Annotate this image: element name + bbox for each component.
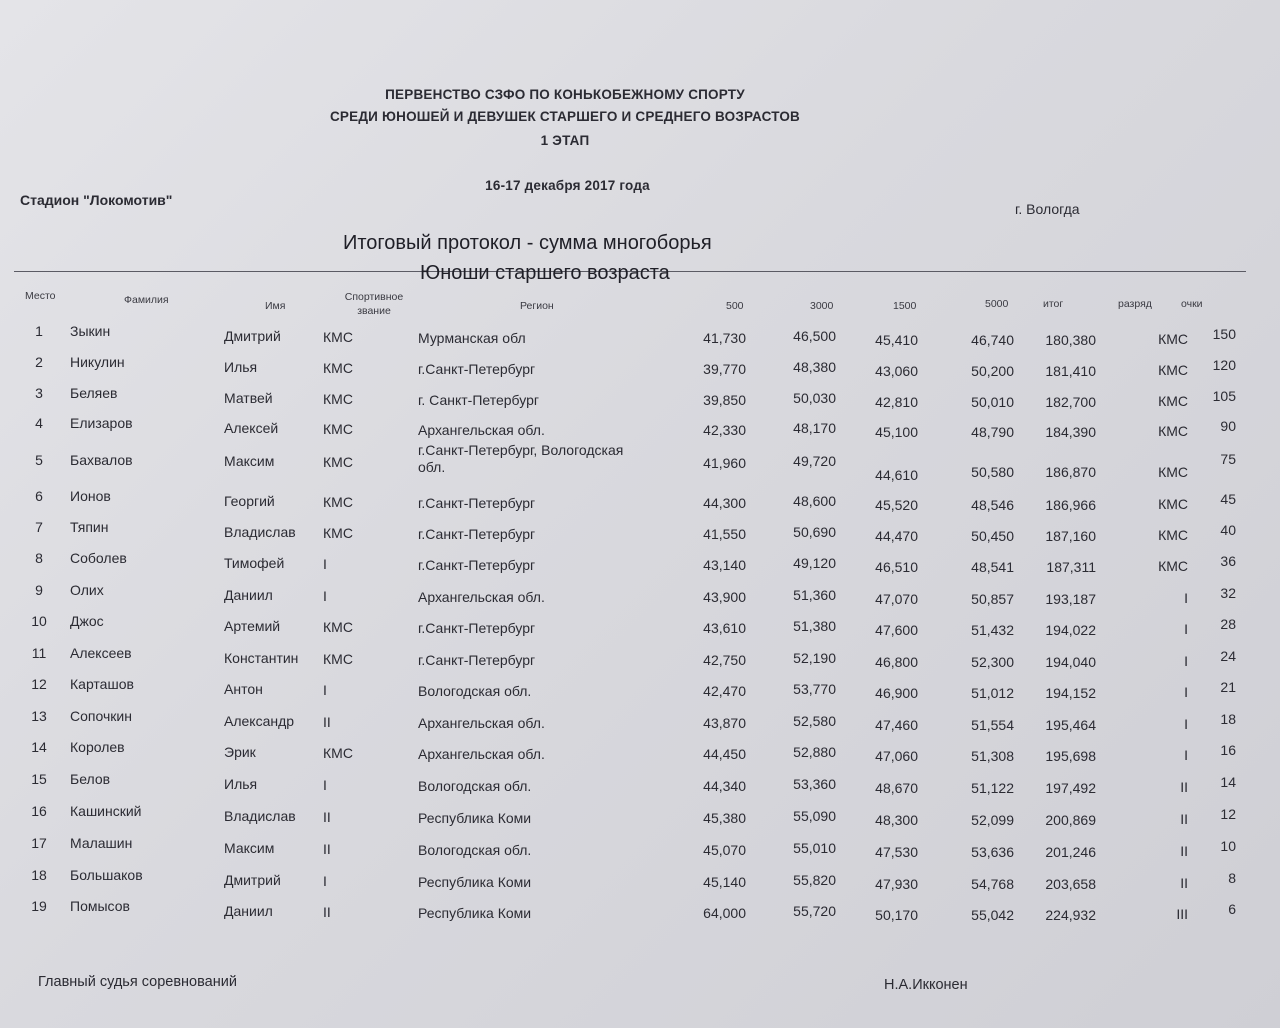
points-cell: 120 bbox=[1212, 357, 1236, 373]
first-name-cell: Алексей bbox=[224, 420, 279, 436]
first-name-cell: Эрик bbox=[224, 744, 256, 760]
region-cell: Архангельская обл. bbox=[418, 589, 545, 605]
first-name-cell: Даниил bbox=[224, 587, 273, 603]
time-5000-cell: 50,857 bbox=[971, 591, 1014, 607]
time-3000-cell: 55,010 bbox=[793, 840, 836, 856]
time-5000-cell: 50,450 bbox=[971, 528, 1014, 544]
event-date: 16-17 декабря 2017 года bbox=[485, 178, 650, 193]
time-3000-cell: 52,880 bbox=[793, 744, 836, 760]
time-1500-cell: 46,510 bbox=[875, 559, 918, 575]
col-header-total: итог bbox=[1043, 298, 1064, 310]
first-name-cell: Антон bbox=[224, 681, 263, 697]
time-500-cell: 42,750 bbox=[703, 652, 746, 668]
time-500-cell: 42,330 bbox=[703, 422, 746, 438]
time-3000-cell: 53,770 bbox=[793, 681, 836, 697]
time-3000-cell: 55,090 bbox=[793, 808, 836, 824]
total-cell: 184,390 bbox=[1045, 424, 1096, 440]
surname-cell: Карташов bbox=[70, 676, 134, 692]
region-cell: Мурманская обл bbox=[418, 330, 526, 346]
time-1500-cell: 50,170 bbox=[875, 907, 918, 923]
time-500-cell: 41,550 bbox=[703, 526, 746, 542]
table-row bbox=[0, 739, 1280, 767]
time-1500-cell: 47,600 bbox=[875, 622, 918, 638]
table-row bbox=[0, 613, 1280, 641]
time-5000-cell: 54,768 bbox=[971, 876, 1014, 892]
sport-title-cell: КМС bbox=[323, 391, 353, 407]
rank-cell: КМС bbox=[1158, 464, 1188, 480]
time-5000-cell: 51,012 bbox=[971, 685, 1014, 701]
sport-title-cell: II bbox=[323, 714, 331, 730]
time-1500-cell: 46,900 bbox=[875, 685, 918, 701]
table-row bbox=[0, 323, 1280, 351]
sport-title-cell: КМС bbox=[323, 454, 353, 470]
first-name-cell: Дмитрий bbox=[224, 872, 281, 888]
sport-title-cell: КМС bbox=[323, 525, 353, 541]
rank-cell: I bbox=[1184, 621, 1188, 637]
surname-cell: Ионов bbox=[70, 488, 111, 504]
rank-cell: КМС bbox=[1158, 362, 1188, 378]
place-cell: 12 bbox=[31, 676, 47, 692]
surname-cell: Тяпин bbox=[70, 519, 109, 535]
place-cell: 15 bbox=[31, 771, 47, 787]
rank-cell: КМС bbox=[1158, 393, 1188, 409]
surname-cell: Джос bbox=[70, 613, 104, 629]
time-500-cell: 45,380 bbox=[703, 810, 746, 826]
surname-cell: Белов bbox=[70, 771, 111, 787]
first-name-cell: Илья bbox=[224, 359, 258, 375]
time-500-cell: 42,470 bbox=[703, 683, 746, 699]
time-1500-cell: 45,410 bbox=[875, 332, 918, 348]
place-cell: 2 bbox=[35, 354, 43, 370]
sport-title-cell: КМС bbox=[323, 421, 353, 437]
table-row bbox=[0, 354, 1280, 382]
points-cell: 105 bbox=[1212, 388, 1236, 404]
sport-title-cell: I bbox=[323, 777, 327, 793]
rank-cell: I bbox=[1184, 716, 1188, 732]
age-group-title: Юноши старшего возраста bbox=[420, 262, 670, 284]
time-3000-cell: 50,690 bbox=[793, 524, 836, 540]
time-3000-cell: 55,720 bbox=[793, 903, 836, 919]
time-500-cell: 44,340 bbox=[703, 778, 746, 794]
sport-title-cell: КМС bbox=[323, 360, 353, 376]
first-name-cell: Владислав bbox=[224, 808, 296, 824]
table-row bbox=[0, 835, 1280, 863]
rank-cell: КМС bbox=[1158, 331, 1188, 347]
region-cell: г.Санкт-Петербург bbox=[418, 361, 536, 377]
time-5000-cell: 51,554 bbox=[971, 717, 1014, 733]
total-cell: 194,022 bbox=[1045, 622, 1096, 638]
col-header-title: Спортивное звание bbox=[344, 291, 404, 317]
table-row bbox=[0, 676, 1280, 704]
col-header-name: Имя bbox=[265, 300, 286, 312]
first-name-cell: Константин bbox=[224, 650, 299, 666]
time-500-cell: 41,960 bbox=[703, 455, 746, 471]
time-3000-cell: 55,820 bbox=[793, 872, 836, 888]
stadium-name: Стадион "Локомотив" bbox=[20, 192, 173, 208]
total-cell: 186,966 bbox=[1045, 497, 1096, 513]
time-5000-cell: 51,432 bbox=[971, 622, 1014, 638]
time-5000-cell: 52,300 bbox=[971, 654, 1014, 670]
region-cell: Архангельская обл. bbox=[418, 746, 545, 762]
points-cell: 40 bbox=[1220, 522, 1236, 538]
time-5000-cell: 46,740 bbox=[971, 332, 1014, 348]
time-3000-cell: 48,380 bbox=[793, 359, 836, 375]
rank-cell: I bbox=[1184, 747, 1188, 763]
surname-cell: Малашин bbox=[70, 835, 133, 851]
table-row bbox=[0, 645, 1280, 673]
table-row bbox=[0, 519, 1280, 547]
total-cell: 195,464 bbox=[1045, 717, 1096, 733]
place-cell: 5 bbox=[35, 452, 43, 468]
place-cell: 3 bbox=[35, 385, 43, 401]
points-cell: 150 bbox=[1212, 326, 1236, 342]
time-500-cell: 39,850 bbox=[703, 392, 746, 408]
region-cell: г.Санкт-Петербург, Вологодская обл. bbox=[418, 442, 624, 475]
total-cell: 197,492 bbox=[1045, 780, 1096, 796]
surname-cell: Зыкин bbox=[70, 323, 111, 339]
rank-cell: II bbox=[1180, 811, 1188, 827]
place-cell: 1 bbox=[35, 323, 43, 339]
time-1500-cell: 47,930 bbox=[875, 876, 918, 892]
sport-title-cell: КМС bbox=[323, 745, 353, 761]
place-cell: 11 bbox=[31, 645, 47, 661]
place-cell: 6 bbox=[35, 488, 43, 504]
points-cell: 21 bbox=[1220, 679, 1236, 695]
col-header-5000: 5000 bbox=[985, 298, 1009, 310]
time-1500-cell: 47,070 bbox=[875, 591, 918, 607]
place-cell: 4 bbox=[35, 415, 43, 431]
place-cell: 10 bbox=[31, 613, 47, 629]
championship-subtitle: СРЕДИ ЮНОШЕЙ И ДЕВУШЕК СТАРШЕГО И СРЕДНЕГО ВОЗРАСТОВ bbox=[329, 109, 801, 124]
place-cell: 17 bbox=[31, 835, 47, 851]
time-1500-cell: 46,800 bbox=[875, 654, 918, 670]
table-row bbox=[0, 415, 1280, 443]
time-3000-cell: 53,360 bbox=[793, 776, 836, 792]
surname-cell: Помысов bbox=[70, 898, 130, 914]
surname-cell: Елизаров bbox=[70, 415, 133, 431]
rank-cell: I bbox=[1184, 684, 1188, 700]
time-3000-cell: 52,580 bbox=[793, 713, 836, 729]
points-cell: 32 bbox=[1220, 585, 1236, 601]
table-row bbox=[0, 867, 1280, 895]
region-cell: г.Санкт-Петербург bbox=[418, 652, 536, 668]
time-3000-cell: 48,600 bbox=[793, 493, 836, 509]
time-5000-cell: 55,042 bbox=[971, 907, 1014, 923]
time-5000-cell: 51,122 bbox=[971, 780, 1014, 796]
judge-name: Н.А.Икконен bbox=[884, 977, 968, 993]
table-row bbox=[0, 898, 1280, 926]
surname-cell: Алексеев bbox=[70, 645, 132, 661]
region-cell: г. Санкт-Петербург bbox=[418, 392, 539, 408]
region-cell: г.Санкт-Петербург bbox=[418, 495, 536, 511]
points-cell: 24 bbox=[1220, 648, 1236, 664]
time-500-cell: 44,300 bbox=[703, 495, 746, 511]
surname-cell: Беляев bbox=[70, 385, 118, 401]
region-cell: г.Санкт-Петербург bbox=[418, 526, 536, 542]
sport-title-cell: I bbox=[323, 588, 327, 604]
points-cell: 10 bbox=[1220, 838, 1236, 854]
sport-title-cell: II bbox=[323, 841, 331, 857]
time-5000-cell: 51,308 bbox=[971, 748, 1014, 764]
points-cell: 8 bbox=[1228, 870, 1236, 886]
stage-label: 1 ЭТАП bbox=[540, 133, 590, 148]
first-name-cell: Тимофей bbox=[224, 555, 285, 571]
total-cell: 203,658 bbox=[1045, 876, 1096, 892]
time-1500-cell: 47,530 bbox=[875, 844, 918, 860]
col-header-surname: Фамилия bbox=[124, 294, 169, 306]
region-cell: Республика Коми bbox=[418, 905, 532, 921]
place-cell: 18 bbox=[31, 867, 47, 883]
judge-label: Главный судья соревнований bbox=[38, 974, 237, 990]
time-5000-cell: 50,580 bbox=[971, 464, 1014, 480]
time-1500-cell: 48,300 bbox=[875, 812, 918, 828]
points-cell: 90 bbox=[1220, 418, 1236, 434]
time-3000-cell: 51,380 bbox=[793, 618, 836, 634]
surname-cell: Олих bbox=[70, 582, 104, 598]
total-cell: 224,932 bbox=[1045, 907, 1096, 923]
time-500-cell: 43,610 bbox=[703, 620, 746, 636]
place-cell: 7 bbox=[35, 519, 43, 535]
time-1500-cell: 44,610 bbox=[875, 467, 918, 483]
total-cell: 193,187 bbox=[1045, 591, 1096, 607]
rank-cell: КМС bbox=[1158, 558, 1188, 574]
points-cell: 28 bbox=[1220, 616, 1236, 632]
place-cell: 13 bbox=[31, 708, 47, 724]
place-cell: 14 bbox=[31, 739, 47, 755]
region-cell: Архангельская обл. bbox=[418, 422, 545, 438]
rank-cell: I bbox=[1184, 590, 1188, 606]
sport-title-cell: II bbox=[323, 809, 331, 825]
points-cell: 18 bbox=[1220, 711, 1236, 727]
points-cell: 75 bbox=[1220, 451, 1236, 467]
total-cell: 181,410 bbox=[1045, 363, 1096, 379]
points-cell: 36 bbox=[1220, 553, 1236, 569]
table-row bbox=[0, 385, 1280, 413]
col-header-3000: 3000 bbox=[810, 300, 834, 312]
time-5000-cell: 48,541 bbox=[971, 559, 1014, 575]
total-cell: 200,869 bbox=[1045, 812, 1096, 828]
surname-cell: Кашинский bbox=[70, 803, 142, 819]
sport-title-cell: КМС bbox=[323, 329, 353, 345]
protocol-title: Итоговый протокол - сумма многоборья bbox=[343, 232, 712, 254]
rank-cell: II bbox=[1180, 779, 1188, 795]
rank-cell: КМС bbox=[1158, 423, 1188, 439]
time-5000-cell: 53,636 bbox=[971, 844, 1014, 860]
surname-cell: Соболев bbox=[70, 550, 127, 566]
col-header-points: очки bbox=[1181, 298, 1203, 310]
col-header-500: 500 bbox=[726, 300, 744, 312]
total-cell: 201,246 bbox=[1045, 844, 1096, 860]
first-name-cell: Максим bbox=[224, 453, 275, 469]
first-name-cell: Георгий bbox=[224, 493, 275, 509]
rank-cell: II bbox=[1180, 843, 1188, 859]
region-cell: Республика Коми bbox=[418, 810, 532, 826]
total-cell: 187,311 bbox=[1046, 559, 1096, 575]
time-3000-cell: 48,170 bbox=[793, 420, 836, 436]
time-500-cell: 39,770 bbox=[703, 361, 746, 377]
first-name-cell: Илья bbox=[224, 776, 258, 792]
place-cell: 16 bbox=[31, 803, 47, 819]
place-cell: 9 bbox=[35, 582, 43, 598]
col-header-region: Регион bbox=[520, 300, 554, 312]
time-500-cell: 43,900 bbox=[703, 589, 746, 605]
time-1500-cell: 47,060 bbox=[875, 748, 918, 764]
surname-cell: Сопочкин bbox=[70, 708, 132, 724]
points-cell: 6 bbox=[1228, 901, 1236, 917]
time-5000-cell: 48,546 bbox=[971, 497, 1014, 513]
surname-cell: Никулин bbox=[70, 354, 125, 370]
total-cell: 195,698 bbox=[1045, 748, 1096, 764]
total-cell: 180,380 bbox=[1045, 332, 1096, 348]
total-cell: 182,700 bbox=[1045, 394, 1096, 410]
time-3000-cell: 49,720 bbox=[793, 453, 836, 469]
time-5000-cell: 50,200 bbox=[971, 363, 1014, 379]
first-name-cell: Артемий bbox=[224, 618, 281, 634]
first-name-cell: Александр bbox=[224, 713, 295, 729]
total-cell: 194,152 bbox=[1045, 685, 1096, 701]
rank-cell: КМС bbox=[1158, 496, 1188, 512]
time-3000-cell: 49,120 bbox=[793, 555, 836, 571]
time-1500-cell: 42,810 bbox=[875, 394, 918, 410]
table-row bbox=[0, 442, 1280, 483]
time-1500-cell: 44,470 bbox=[875, 528, 918, 544]
time-1500-cell: 43,060 bbox=[875, 363, 918, 379]
city-name: г. Вологда bbox=[1015, 201, 1080, 217]
region-cell: Вологодская обл. bbox=[418, 683, 532, 699]
region-cell: Вологодская обл. bbox=[418, 778, 532, 794]
table-row bbox=[0, 488, 1280, 516]
table-row bbox=[0, 708, 1280, 736]
points-cell: 14 bbox=[1220, 774, 1236, 790]
points-cell: 45 bbox=[1220, 491, 1236, 507]
table-row bbox=[0, 582, 1280, 610]
region-cell: Архангельская обл. bbox=[418, 715, 545, 731]
surname-cell: Бахвалов bbox=[70, 452, 133, 468]
region-cell: г.Санкт-Петербург bbox=[418, 557, 536, 573]
col-header-rank: разряд bbox=[1118, 298, 1152, 310]
first-name-cell: Максим bbox=[224, 840, 275, 856]
rank-cell: I bbox=[1184, 653, 1188, 669]
region-cell: г.Санкт-Петербург bbox=[418, 620, 536, 636]
place-cell: 19 bbox=[31, 898, 47, 914]
time-3000-cell: 50,030 bbox=[793, 390, 836, 406]
first-name-cell: Даниил bbox=[224, 903, 273, 919]
surname-cell: Большаков bbox=[70, 867, 143, 883]
total-cell: 186,870 bbox=[1045, 464, 1096, 480]
time-5000-cell: 52,099 bbox=[971, 812, 1014, 828]
time-3000-cell: 52,190 bbox=[793, 650, 836, 666]
region-cell: Республика Коми bbox=[418, 874, 532, 890]
sport-title-cell: I bbox=[323, 556, 327, 572]
total-cell: 194,040 bbox=[1045, 654, 1096, 670]
time-500-cell: 45,070 bbox=[703, 842, 746, 858]
time-1500-cell: 45,520 bbox=[875, 497, 918, 513]
sport-title-cell: КМС bbox=[323, 651, 353, 667]
rank-cell: III bbox=[1176, 906, 1188, 922]
table-row bbox=[0, 803, 1280, 831]
first-name-cell: Матвей bbox=[224, 390, 273, 406]
points-cell: 16 bbox=[1220, 742, 1236, 758]
place-cell: 8 bbox=[35, 550, 43, 566]
sport-title-cell: I bbox=[323, 682, 327, 698]
first-name-cell: Владислав bbox=[224, 524, 296, 540]
sport-title-cell: I bbox=[323, 873, 327, 889]
time-500-cell: 43,870 bbox=[703, 715, 746, 731]
time-5000-cell: 48,790 bbox=[971, 424, 1014, 440]
time-3000-cell: 46,500 bbox=[793, 328, 836, 344]
time-500-cell: 43,140 bbox=[703, 557, 746, 573]
sport-title-cell: КМС bbox=[323, 619, 353, 635]
time-500-cell: 41,730 bbox=[703, 330, 746, 346]
col-header-1500: 1500 bbox=[893, 300, 917, 312]
time-500-cell: 44,450 bbox=[703, 746, 746, 762]
rank-cell: КМС bbox=[1158, 527, 1188, 543]
total-cell: 187,160 bbox=[1045, 528, 1096, 544]
time-3000-cell: 51,360 bbox=[793, 587, 836, 603]
rank-cell: II bbox=[1180, 875, 1188, 891]
time-5000-cell: 50,010 bbox=[971, 394, 1014, 410]
table-row bbox=[0, 550, 1280, 578]
time-1500-cell: 47,460 bbox=[875, 717, 918, 733]
sport-title-cell: II bbox=[323, 904, 331, 920]
col-header-place: Место bbox=[25, 290, 56, 302]
sport-title-cell: КМС bbox=[323, 494, 353, 510]
time-1500-cell: 48,670 bbox=[875, 780, 918, 796]
championship-title: ПЕРВЕНСТВО СЗФО ПО КОНЬКОБЕЖНОМУ СПОРТУ bbox=[385, 87, 745, 102]
surname-cell: Королев bbox=[70, 739, 125, 755]
points-cell: 12 bbox=[1220, 806, 1236, 822]
time-500-cell: 45,140 bbox=[703, 874, 746, 890]
time-500-cell: 64,000 bbox=[703, 905, 746, 921]
time-1500-cell: 45,100 bbox=[875, 424, 918, 440]
region-cell: Вологодская обл. bbox=[418, 842, 532, 858]
first-name-cell: Дмитрий bbox=[224, 328, 281, 344]
table-row bbox=[0, 771, 1280, 799]
